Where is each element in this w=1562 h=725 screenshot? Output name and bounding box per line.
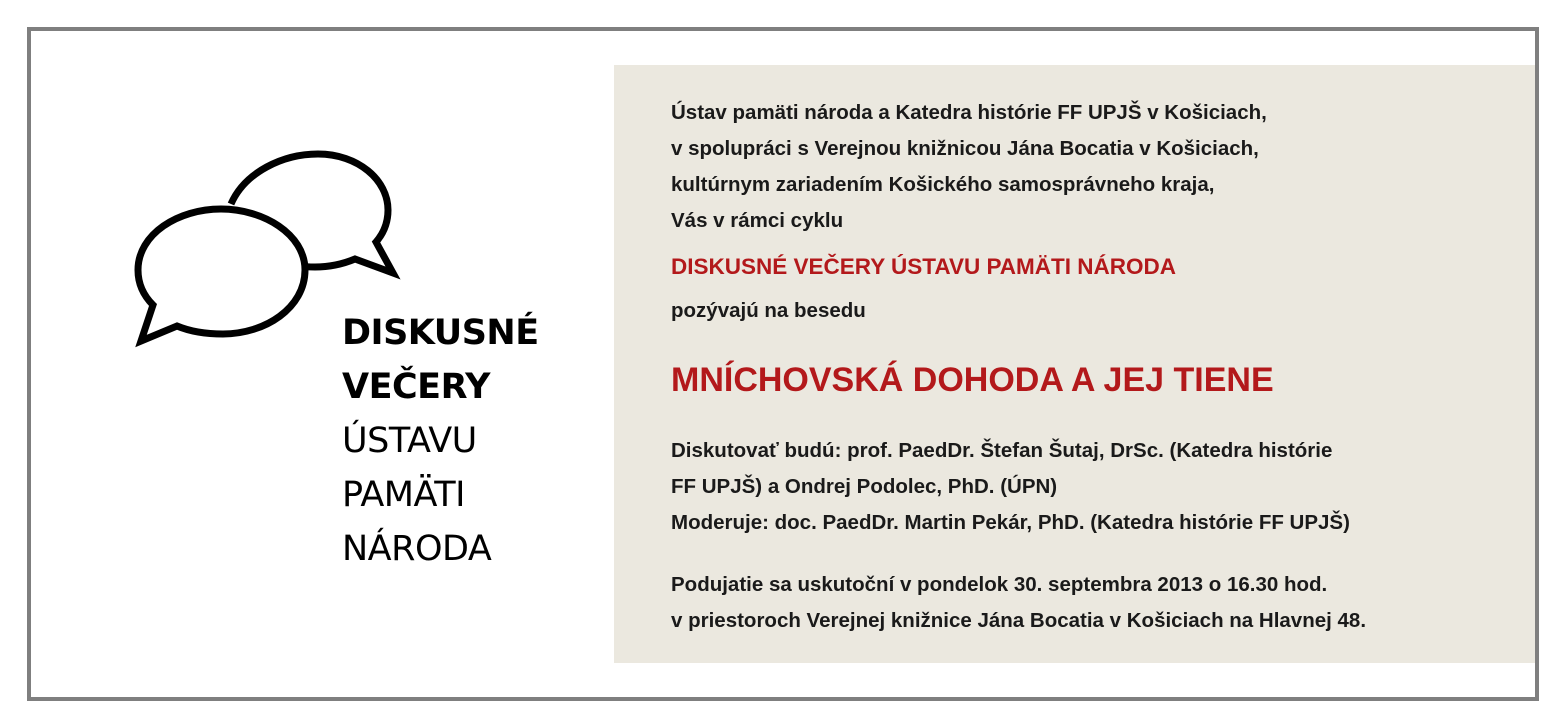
- logo-wordmark: [342, 306, 539, 576]
- front-speech-bubble-icon: [138, 209, 305, 341]
- logo-line-diskusne: DISKUSNÉ: [342, 313, 539, 353]
- logo-line-vecery: VEČERY: [342, 367, 490, 407]
- logo-line-naroda: NÁRODA: [342, 529, 492, 569]
- intro-line-3: kultúrnym zariadením Košického samosprávneho kraja,: [671, 173, 1215, 196]
- moderator-line: Moderuje: doc. PaedDr. Martin Pekár, PhD. (Katedra histórie FF UPJŠ): [671, 511, 1350, 534]
- intro-line-1: Ústav pamäti národa a Katedra histórie FF UPJŠ v Košiciach,: [671, 101, 1267, 124]
- logo-line-pamati: PAMÄTI: [342, 475, 465, 515]
- intro-line-4: Vás v rámci cyklu: [671, 209, 844, 232]
- invite-line: pozývajú na besedu: [671, 299, 866, 322]
- series-title: DISKUSNÉ VEČERY ÚSTAVU PAMÄTI NÁRODA: [671, 254, 1177, 279]
- logo-line-ustavu: ÚSTAVU: [342, 421, 477, 461]
- details-line-2: v priestoroch Verejnej knižnice Jána Bocatia v Košiciach na Hlavnej 48.: [671, 609, 1367, 632]
- speakers-line-1: Diskutovať budú: prof. PaedDr. Štefan Šutaj, DrSc. (Katedra histórie: [671, 439, 1333, 462]
- intro-line-2: v spolupráci s Verejnou knižnicou Jána Bocatia v Košiciach,: [671, 137, 1259, 160]
- details-line-1: Podujatie sa uskutoční v pondelok 30. septembra 2013 o 16.30 hod.: [671, 573, 1328, 596]
- invitation-panel: [614, 65, 1535, 663]
- speakers-line-2: FF UPJŠ) a Ondrej Podolec, PhD. (ÚPN): [671, 475, 1058, 498]
- event-title: MNÍCHOVSKÁ DOHODA A JEJ TIENE: [671, 361, 1274, 399]
